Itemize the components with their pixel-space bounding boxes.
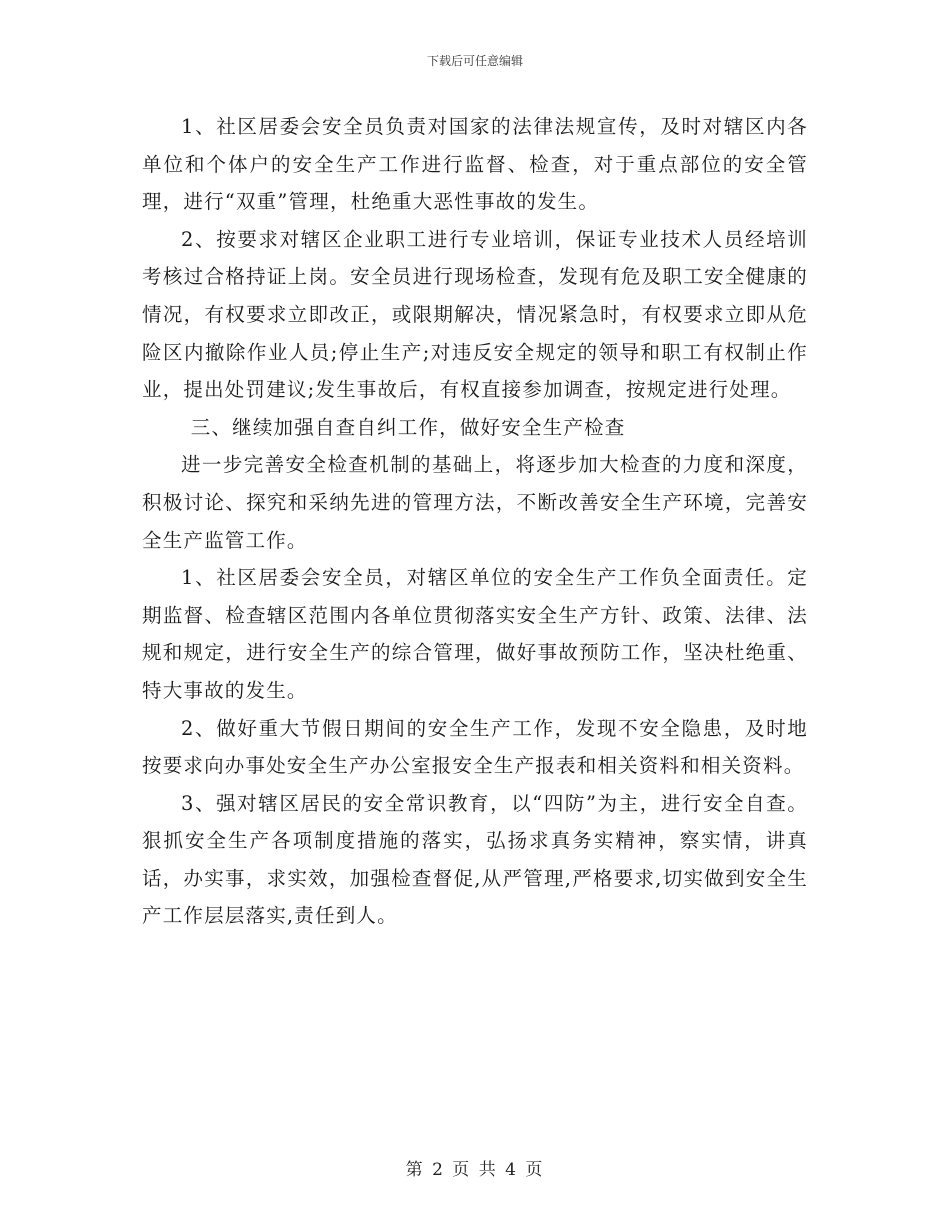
paragraph-2: 2、按要求对辖区企业职工进行专业培训，保证专业技术人员经培训考核过合格持证上岗。安全员进行现场检查，发现有危及职工安全健康的情况，有权要求立即改正，或限期解决，情况紧急时，有权要求立即从危险区内撤除作业人员;停止生产;对违反安全规定的领导和职工有权制止作业，提出处罚建议;发生事故后，有权直接参加调查，按规定进行处理。 bbox=[142, 227, 808, 402]
paragraph-1: 1、社区居委会安全员负责对国家的法律法规宣传，及时对辖区内各单位和个体户的安全生产工作进行监督、检查，对于重点部位的安全管理，进行“双重”管理，杜绝重大恶性事故的发生。 bbox=[142, 115, 808, 214]
section-paragraph-1: 1、社区居委会安全员，对辖区单位的安全生产工作负全面责任。定期监督、检查辖区范围内各单位贯彻落实安全生产方针、政策、法律、法规和规定，进行安全生产的综合管理，做好事故预防工作，坚决杜绝重、特大事故的发生。 bbox=[142, 566, 808, 702]
document-body bbox=[142, 108, 808, 935]
section-paragraph-2: 2、做好重大节假日期间的安全生产工作，发现不安全隐患，及时地按要求向办事处安全生产办公室报安全生产报表和相关资料和相关资料。 bbox=[142, 716, 808, 778]
section-paragraph-intro: 进一步完善安全检查机制的基础上，将逐步加大检查的力度和深度，积极讨论、探究和采纳先进的管理方法，不断改善安全生产环境，完善安全生产监管工作。 bbox=[142, 453, 808, 552]
section-paragraph-3: 3、强对辖区居民的安全常识教育，以“四防”为主，进行安全自查。狠抓安全生产各项制度措施的落实，弘扬求真务实精神，察实情，讲真话，办实事，求实效，加强检查督促,从严管理,严格要求,切实做到安全生产工作层层落实,责任到人。 bbox=[142, 791, 808, 928]
page-number-footer: 第 2 页 共 4 页 bbox=[405, 1160, 545, 1180]
section-heading: 三、继续加强自查自纠工作，做好安全生产检查 bbox=[190, 415, 626, 439]
page-header: 下载后可任意编辑 bbox=[426, 54, 523, 68]
